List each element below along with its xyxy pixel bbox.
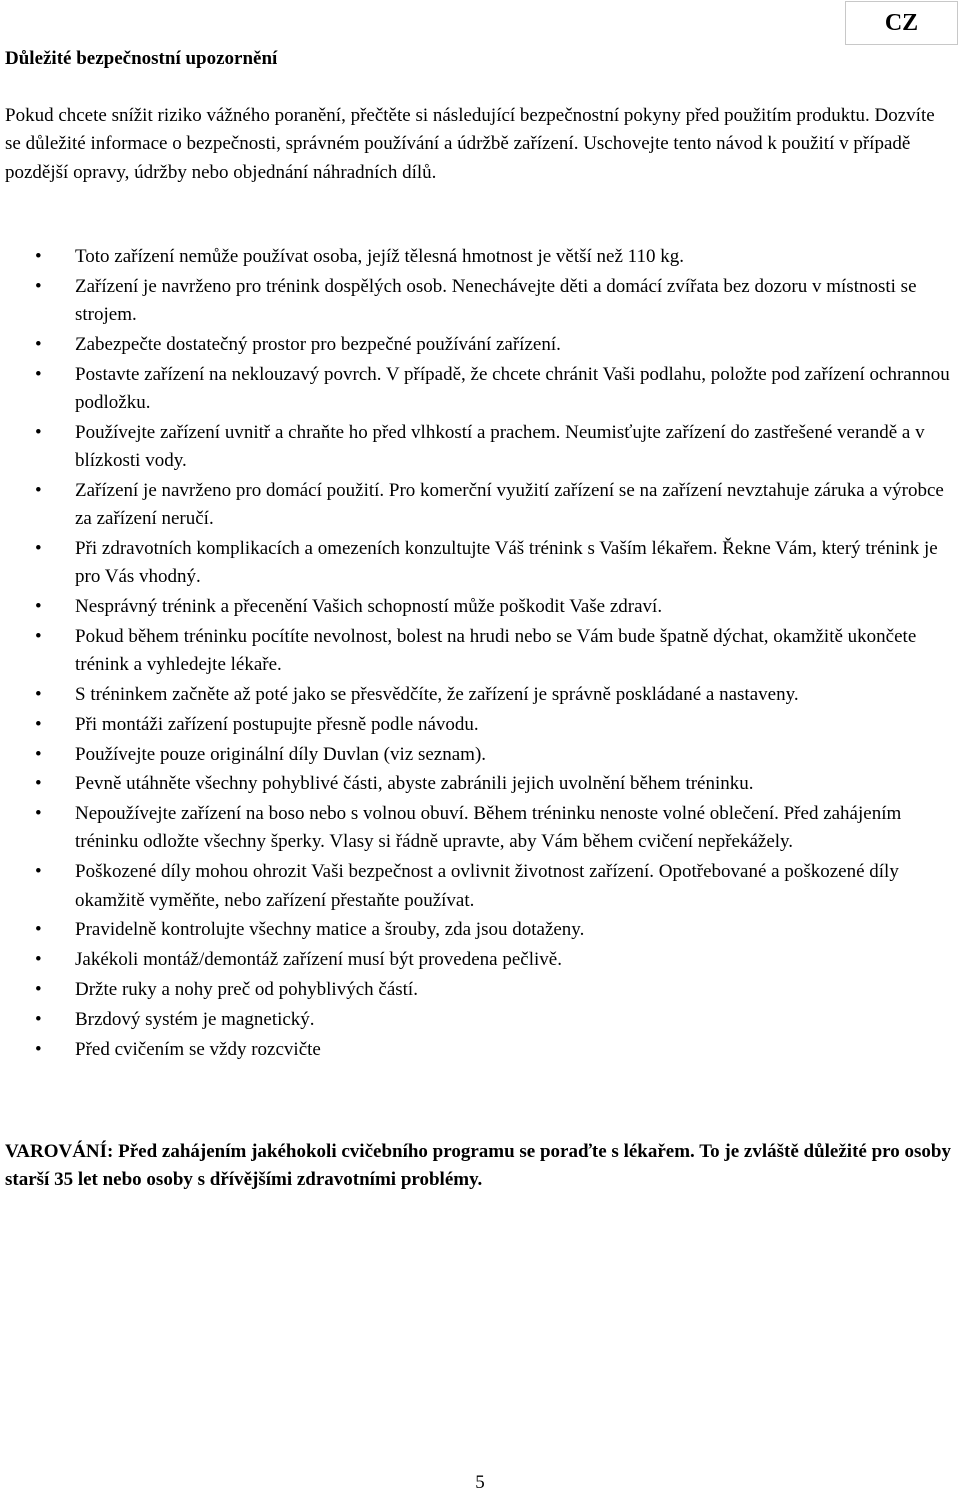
list-item <box>0 273 960 330</box>
list-item <box>0 711 960 739</box>
language-badge <box>845 1 958 45</box>
list-item-text: Používejte pouze originální díly Duvlan (viz seznam). <box>75 743 487 765</box>
bullet-icon: • <box>35 1038 42 1060</box>
bullet-icon: • <box>35 949 42 971</box>
list-item-text: Zařízení je navrženo pro domácí použití. Pro komerční využití zařízení se na zařízení nevztahuje záruka a výrobce za zařízení neručí. <box>75 479 944 530</box>
list-item-text: Pevně utáhněte všechny pohyblivé části, abyste zabránili jejich uvolnění během tréninku. <box>75 773 754 795</box>
bullet-icon: • <box>35 1008 42 1030</box>
bullet-icon: • <box>35 861 42 883</box>
list-item <box>0 916 960 944</box>
bullet-icon: • <box>35 537 42 559</box>
list-item <box>0 858 960 915</box>
list-item-text: Pokud během tréninku pocítíte nevolnost, bolest na hrudi nebo se Vám bude špatně dýchat, okamžitě ukončete trénink a vyhledejte lékaře. <box>75 625 917 676</box>
list-item <box>0 243 960 271</box>
bullet-icon: • <box>35 773 42 795</box>
list-item <box>0 976 960 1004</box>
list-item <box>0 331 960 359</box>
list-item-text: S tréninkem začněte až poté jako se přesvědčíte, že zařízení je správně poskládané a nastaveny. <box>75 683 799 705</box>
list-item <box>0 681 960 709</box>
list-item <box>0 593 960 621</box>
list-item-text: Používejte zařízení uvnitř a chraňte ho před vlhkostí a prachem. Neumisťujte zařízení do zastřešené verandě a v blízkosti vody. <box>75 421 925 472</box>
list-item <box>0 770 960 798</box>
list-item <box>0 1036 960 1064</box>
intro-paragraph: Pokud chcete snížit riziko vážného poranění, přečtěte si následující bezpečnostní pokyny před použitím produktu. Dozvíte se důležité informace o bezpečnosti, správném používání a údržbě zařízení. Uschovejte tento návod k použití v případě pozdější opravy, údržby nebo objednání náhradních dílů. <box>5 105 935 183</box>
bullet-icon: • <box>35 275 42 297</box>
list-item-text: Brzdový systém je magnetický. <box>75 1008 315 1030</box>
bullet-icon: • <box>35 683 42 705</box>
list-item-text: Držte ruky a nohy preč od pohyblivých částí. <box>75 978 418 1000</box>
bullet-icon: • <box>35 978 42 1000</box>
list-item-text: Pravidelně kontrolujte všechny matice a šrouby, zda jsou dotaženy. <box>75 919 585 941</box>
list-item-text: Zařízení je navrženo pro trénink dospělých osob. Nenechávejte děti a domácí zvířata bez dozoru v místnosti se strojem. <box>75 275 917 326</box>
list-item-text: Jakékoli montáž/demontáž zařízení musí být provedena pečlivě. <box>75 949 562 971</box>
list-item <box>0 1006 960 1034</box>
list-item-text: Zabezpečte dostatečný prostor pro bezpečné používání zařízení. <box>75 333 561 355</box>
safety-list <box>0 243 960 1065</box>
bullet-icon: • <box>35 479 42 501</box>
list-item-text: Nesprávný trénink a přecenění Vašich schopností může poškodit Vaše zdraví. <box>75 596 663 618</box>
list-item-text: Při zdravotních komplikacích a omezeních konzultujte Váš trénink s Vaším lékařem. Řekne Vám, který trénink je pro Vás vhodný. <box>75 537 938 588</box>
page-number: 5 <box>475 1472 485 1493</box>
page-title: Důležité bezpečnostní upozornění <box>5 48 278 69</box>
list-item <box>0 800 960 857</box>
list-item <box>0 741 960 769</box>
warning-paragraph: VAROVÁNÍ: Před zahájením jakéhokoli cvičebního programu se poraďte s lékařem. To je zvláště důležité pro osoby starší 35 let nebo osoby s dřívějšími zdravotními problémy. <box>5 1141 951 1190</box>
bullet-icon: • <box>35 333 42 355</box>
list-item-text: Před cvičením se vždy rozcvičte <box>75 1038 321 1060</box>
bullet-icon: • <box>35 246 42 267</box>
bullet-icon: • <box>35 743 42 765</box>
bullet-icon: • <box>35 596 42 618</box>
bullet-icon: • <box>35 625 42 647</box>
list-item <box>0 623 960 680</box>
list-item <box>0 419 960 476</box>
list-item-text: Poškozené díly mohou ohrozit Vaši bezpečnost a ovlivnit životnost zařízení. Opotřebované a poškozené díly okamžitě vyměňte, nebo zařízení přestaňte používat. <box>75 861 899 911</box>
bullet-icon: • <box>35 421 42 443</box>
list-item <box>0 361 960 418</box>
language-label: CZ <box>884 9 919 36</box>
list-item <box>0 477 960 534</box>
bullet-icon: • <box>35 713 42 735</box>
list-item-text: Postavte zařízení na neklouzavý povrch. V případě, že chcete chránit Vaši podlahu, položte pod zařízení ochrannou podložku. <box>75 363 950 413</box>
bullet-icon: • <box>35 363 42 385</box>
list-item-text: Při montáži zařízení postupujte přesně podle návodu. <box>75 713 479 735</box>
bullet-icon: • <box>35 919 42 941</box>
bullet-icon: • <box>35 803 42 825</box>
list-item <box>0 535 960 592</box>
list-item-text: Toto zařízení nemůže používat osoba, jejíž tělesná hmotnost je větší než 110 kg. <box>75 246 684 267</box>
list-item <box>0 946 960 974</box>
list-item-text: Nepoužívejte zařízení na boso nebo s volnou obuví. Během tréninku nenoste volné oblečení. Před zahájením tréninku odložte všechny šperky. Vlasy si řádně upravte, aby Vám během cvičení nepřekážely. <box>75 803 902 853</box>
